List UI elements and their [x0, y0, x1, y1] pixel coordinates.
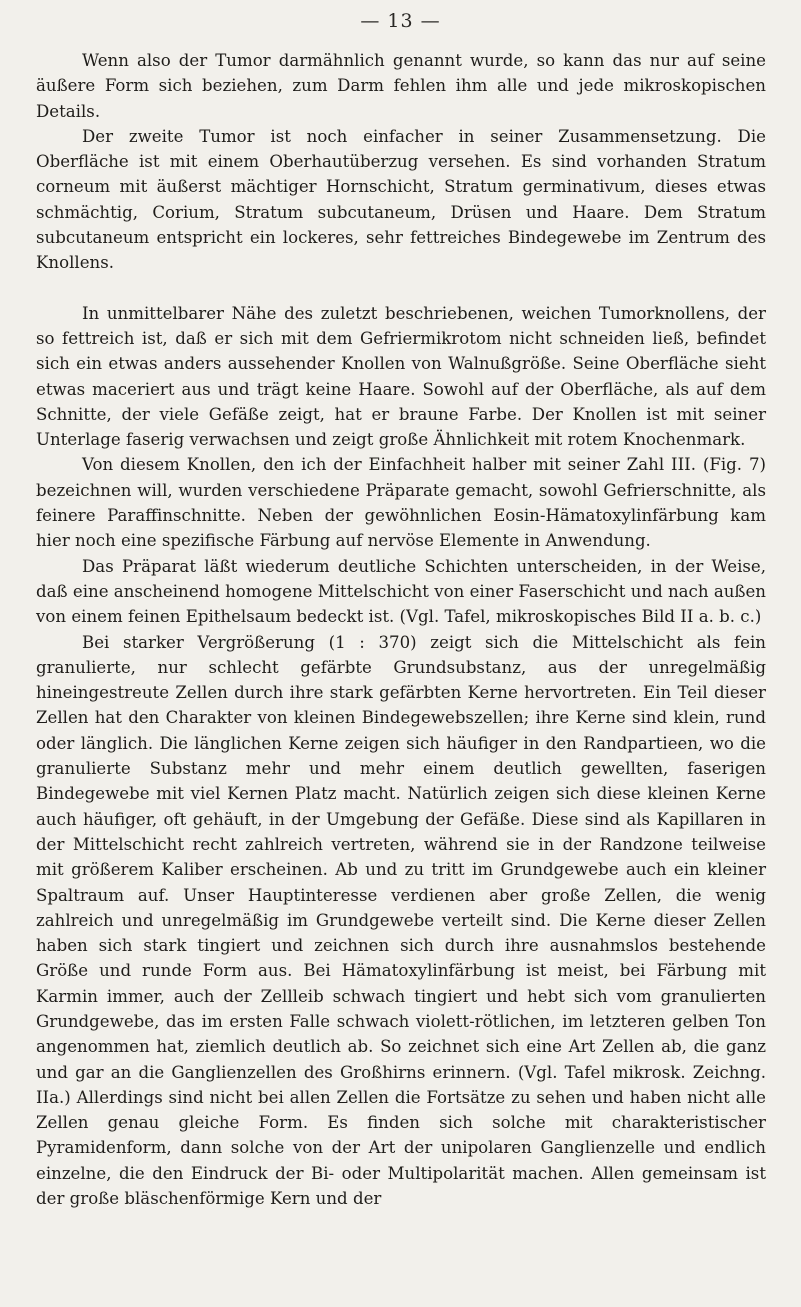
body-text — [36, 48, 766, 1211]
paragraph: Von diesem Knollen, den ich der Einfachheit halber mit seiner Zahl III. (Fig. 7) bezeichnen will, wurden verschiedene Präparate gemacht, sowohl Gefrierschnitte, als feinere Paraffinschnitte. Neben der gewöhnlichen Eosin-Hämatoxylinfärbung kam hier noch eine spezifische Färbung auf nervöse Elemente in Anwendung. — [36, 455, 766, 551]
paragraph: Wenn also der Tumor darmähnlich genannt wurde, so kann das nur auf seine äußere Form sich beziehen, zum Darm fehlen ihm alle und jede mikroskopischen Details. — [36, 51, 766, 121]
paragraph: Das Präparat läßt wiederum deutliche Schichten unterscheiden, in der Weise, daß eine anscheinend homogene Mittelschicht von einer Faserschicht und nach außen von einem feinen Epithelsaum bedeckt ist. (Vgl. Tafel, mikroskopisches Bild II a. b. c.) — [36, 556, 766, 627]
paragraph: Bei starker Vergrößerung (1 : 370) zeigt sich die Mittelschicht als fein granulierte, nur schlecht gefärbte Grundsubstanz, aus der unregelmäßig hineingestreute Zellen durch ihre stark gefärbten Kerne hervortreten. Ein Teil dieser Zellen hat den Charakter von kleinen Bindegewebszellen; ihre Kerne sind klein, rund oder länglich. Die länglichen Kerne zeigen sich häufiger in den Randpartieen, wo die granulierte Substanz mehr und mehr einem deutlich gewellten, faserigen Bindegewebe mit viel Kernen Platz macht. Natürlich zeigen sich diese kleinen Kerne auch häufiger, oft gehäuft, in der Umgebung der Gefäße. Diese sind als Kapillaren in der Mittelschicht recht zahlreich vertreten, während sie in der Randzone teilweise mit größerem Kaliber erscheinen. Ab und zu tritt im Grundgewebe auch ein kleiner Spaltraum auf. Unser Hauptinteresse verdienen aber große Zellen, die wenig zahlreich und unregelmäßig im Grundgewebe verteilt sind. Die Kerne dieser Zellen haben sich stark tingiert und zeichnen sich durch ihre ausnahmslos bestehende Größe und runde Form aus. Bei Hämatoxylinfärbung ist meist, bei Färbung mit Karmin immer, auch der Zellleib schwach tingiert und hebt sich vom granulierten Grundgewebe, das im ersten Falle schwach violett-rötlichen, im letzteren gelben Ton angenommen hat, ziemlich deutlich ab. So zeichnet sich eine Art Zellen ab, die ganz und gar an die Ganglienzellen des Großhirns erinnern. (Vgl. Tafel mikrosk. Zeichng. IIa.) Allerdings sind nicht bei allen Zellen die Fortsätze zu sehen und haben nicht alle Zellen genau gleiche Form. Es finden sich solche mit charakteristischer Pyramidenform, dann solche von der Art der unipolaren Ganglienzelle und endlich einzelne, die den Eindruck der Bi- oder Multipolarität machen. Allen gemeinsam ist der große bläschenförmige Kern und der — [36, 632, 766, 1209]
paragraph: Der zweite Tumor ist noch einfacher in seiner Zusammensetzung. Die Oberfläche ist mit einem Oberhautüberzug versehen. Es sind vorhanden Stratum corneum mit äußerst mächtiger Hornschicht, Stratum germinativum, dieses etwas schmächtig, Corium, Stratum subcutaneum, Drüsen und Haare. Dem Stratum subcutaneum entspricht ein lockeres, sehr fettreiches Bindegewebe im Zentrum des Knollens. — [36, 126, 766, 273]
paragraph: In unmittelbarer Nähe des zuletzt beschriebenen, weichen Tumorknollens, der so fettreich ist, daß er sich mit dem Gefriermikrotom nicht schneiden ließ, befindet sich ein etwas anders aussehender Knollen von Walnußgröße. Seine Oberfläche sieht etwas maceriert aus und trägt keine Haare. Sowohl auf der Oberfläche, als auf dem Schnitte, der viele Gefäße zeigt, hat er braune Farbe. Der Knollen ist mit seiner Unterlage faserig verwachsen und zeigt große Ähnlichkeit mit rotem Knochenmark. — [36, 303, 766, 450]
page-number-header: — 13 — — [360, 10, 441, 32]
